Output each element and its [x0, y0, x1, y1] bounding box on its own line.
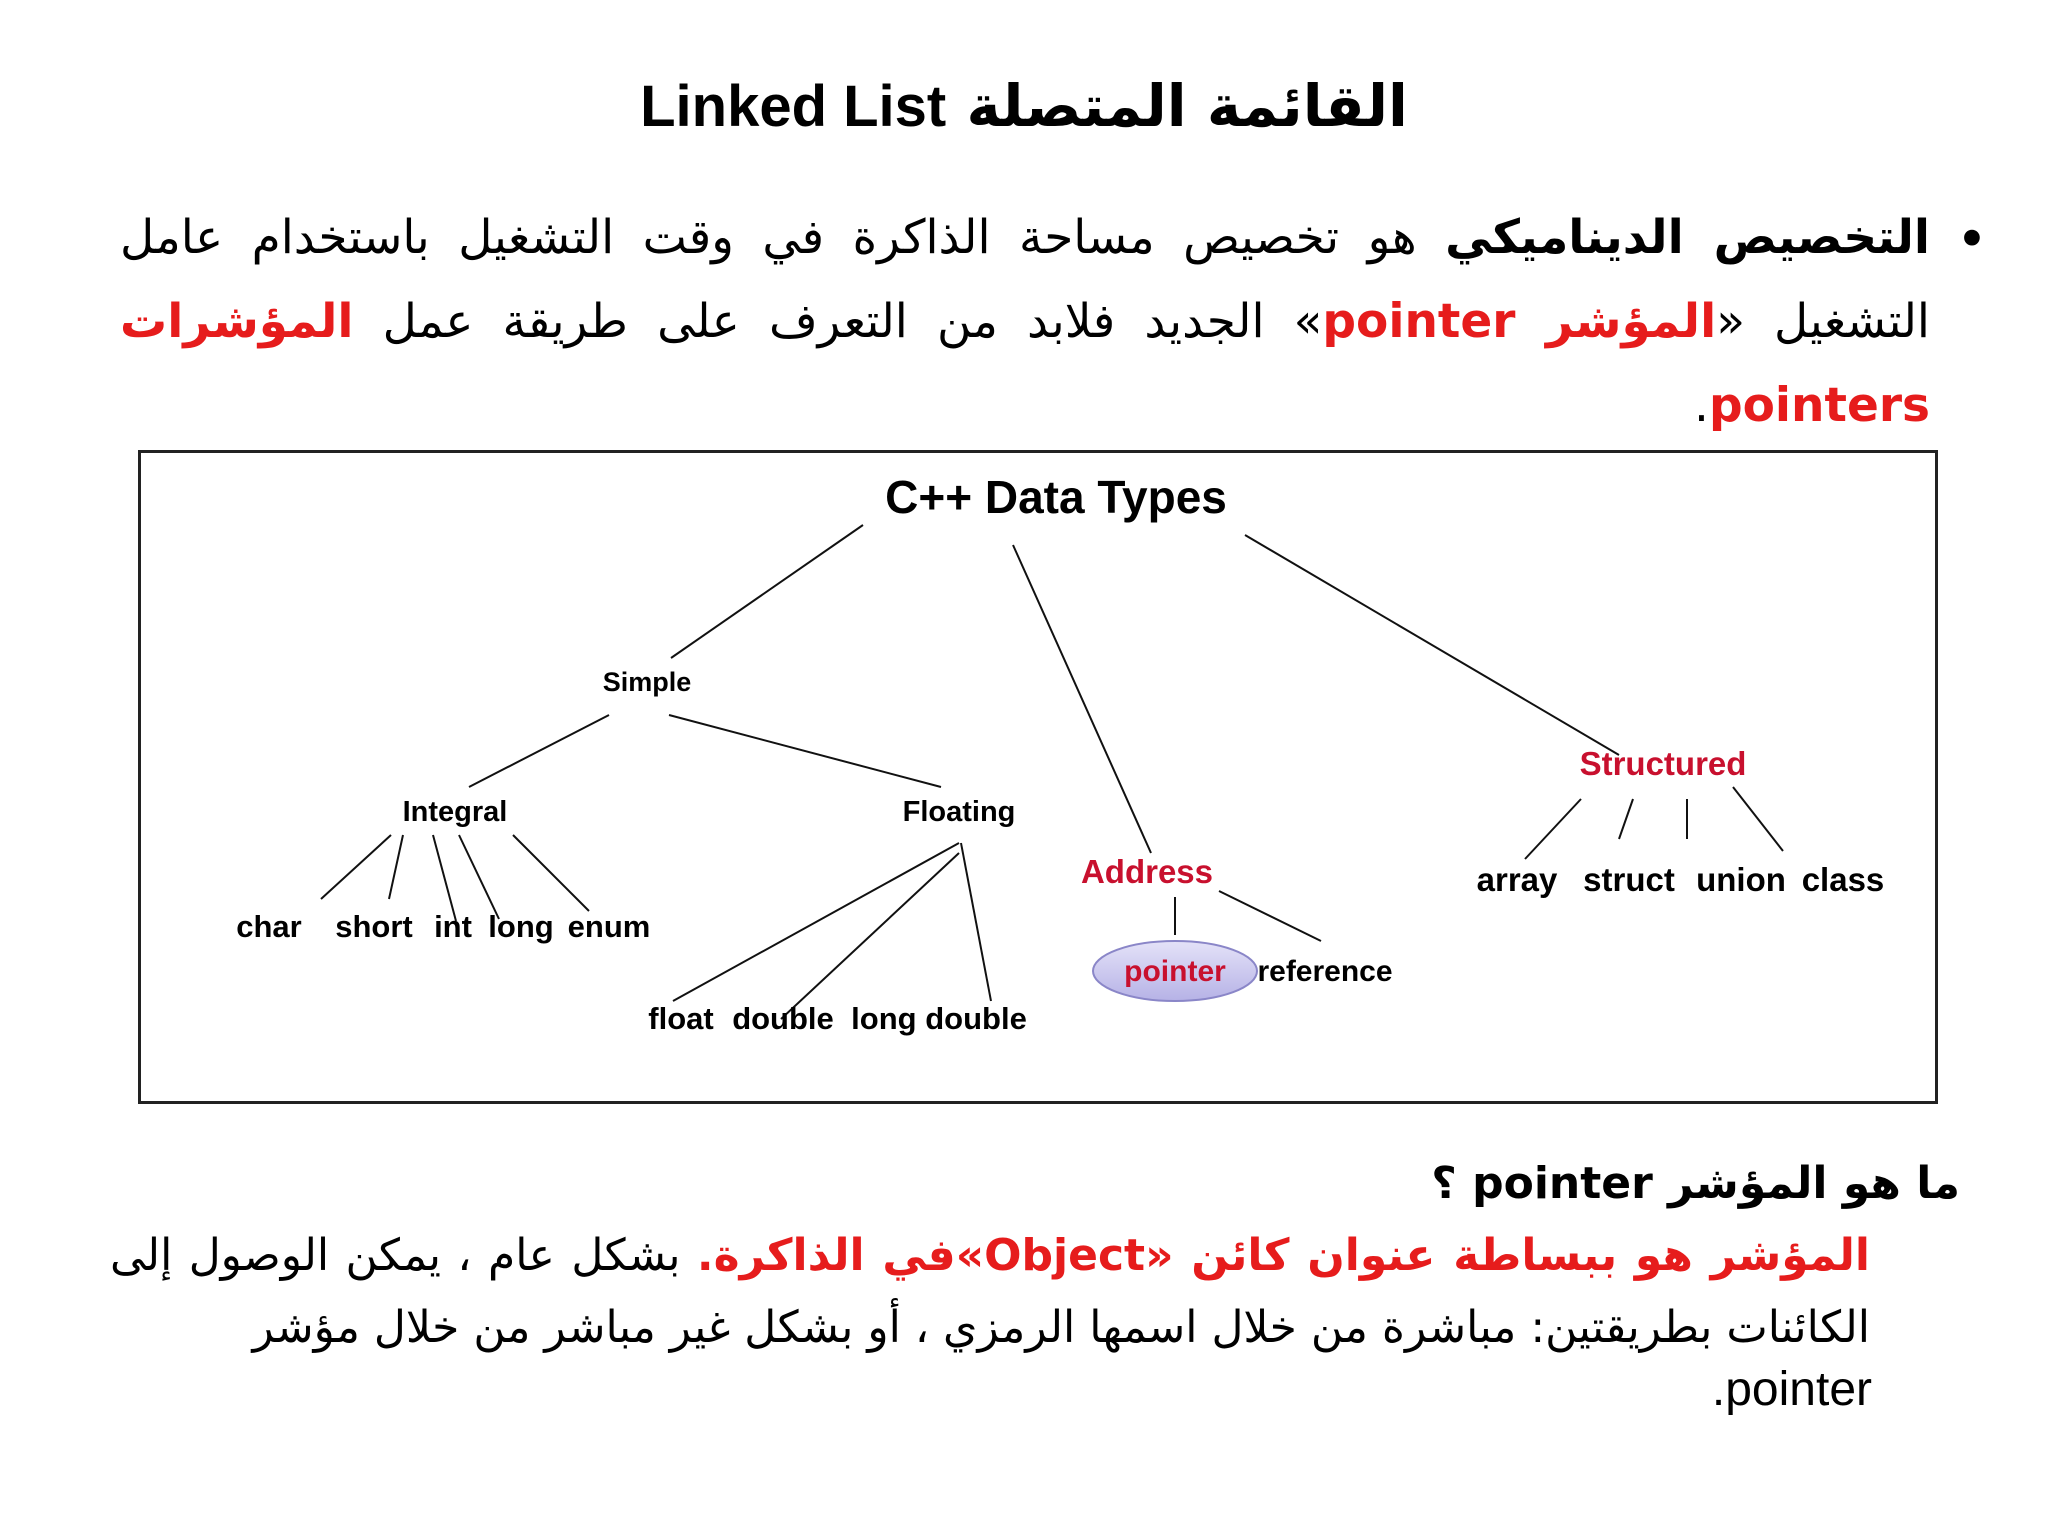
type-short: short — [335, 909, 413, 944]
page-title — [0, 72, 2048, 140]
type-pointer: pointer — [1124, 955, 1226, 988]
tree-edges — [321, 525, 1783, 1019]
pointers-term-arabic: المؤشرات — [120, 294, 354, 349]
structured-label: Structured — [1579, 745, 1747, 782]
intro-text-2: » الجديد فلابد من التعرف على طريقة عمل — [353, 294, 1323, 349]
diagram-tree — [141, 453, 1941, 1107]
type-int: int — [434, 909, 472, 944]
type-struct: struct — [1583, 861, 1675, 898]
type-long: long — [488, 909, 554, 944]
data-types-diagram — [138, 450, 1938, 1104]
type-array: array — [1476, 861, 1558, 898]
type-union: union — [1696, 861, 1786, 898]
intro-paragraph — [120, 196, 1930, 448]
type-class: class — [1801, 861, 1885, 898]
type-enum: enum — [567, 909, 651, 944]
pointers-term-english: pointers — [1708, 378, 1930, 433]
pointer-term-arabic: المؤشر — [1545, 294, 1717, 349]
pointer-term-english: pointer — [1322, 294, 1546, 349]
definition-text: بشكل عام ، يمكن الوصول إلى الكائنات بطريقتين: مباشرة من خلال اسمها الرمزي ، أو بشكل غير مباشر من خلال مؤشر — [110, 1230, 1870, 1353]
definition-paragraph — [110, 1220, 1870, 1364]
definition-last-line: .pointer — [1711, 1363, 1872, 1416]
integral-label: Integral — [402, 796, 508, 828]
address-label: Address — [1080, 853, 1214, 890]
term-dynamic-allocation: التخصيص الديناميكي — [1445, 210, 1931, 265]
type-float: float — [648, 1001, 714, 1036]
definition-highlight: المؤشر هو ببساطة عنوان كائن «Object»في الذاكرة. — [696, 1230, 1870, 1281]
question-mark: ؟ — [1431, 1158, 1457, 1209]
intro-period: . — [1694, 378, 1709, 433]
type-reference: reference — [1257, 955, 1393, 988]
title-english: Linked List — [640, 74, 947, 139]
type-long-double: long double — [851, 1001, 1027, 1036]
type-char: char — [236, 909, 302, 944]
title-arabic: القائمة المتصلة — [966, 72, 1408, 140]
floating-label: Floating — [902, 796, 1016, 828]
intro-text-1: هو تخصيص مساحة الذاكرة في وقت التشغيل باستخدام عامل التشغيل « — [120, 210, 1930, 349]
root-label: C++ Data Types — [885, 471, 1227, 523]
question-arabic: ما هو المؤشر — [1668, 1158, 1960, 1209]
question-english: pointer — [1472, 1158, 1653, 1209]
question-heading — [1431, 1158, 1960, 1209]
simple-label: Simple — [602, 667, 692, 697]
type-double: double — [732, 1001, 834, 1036]
bullet-point: • — [1956, 208, 1988, 271]
